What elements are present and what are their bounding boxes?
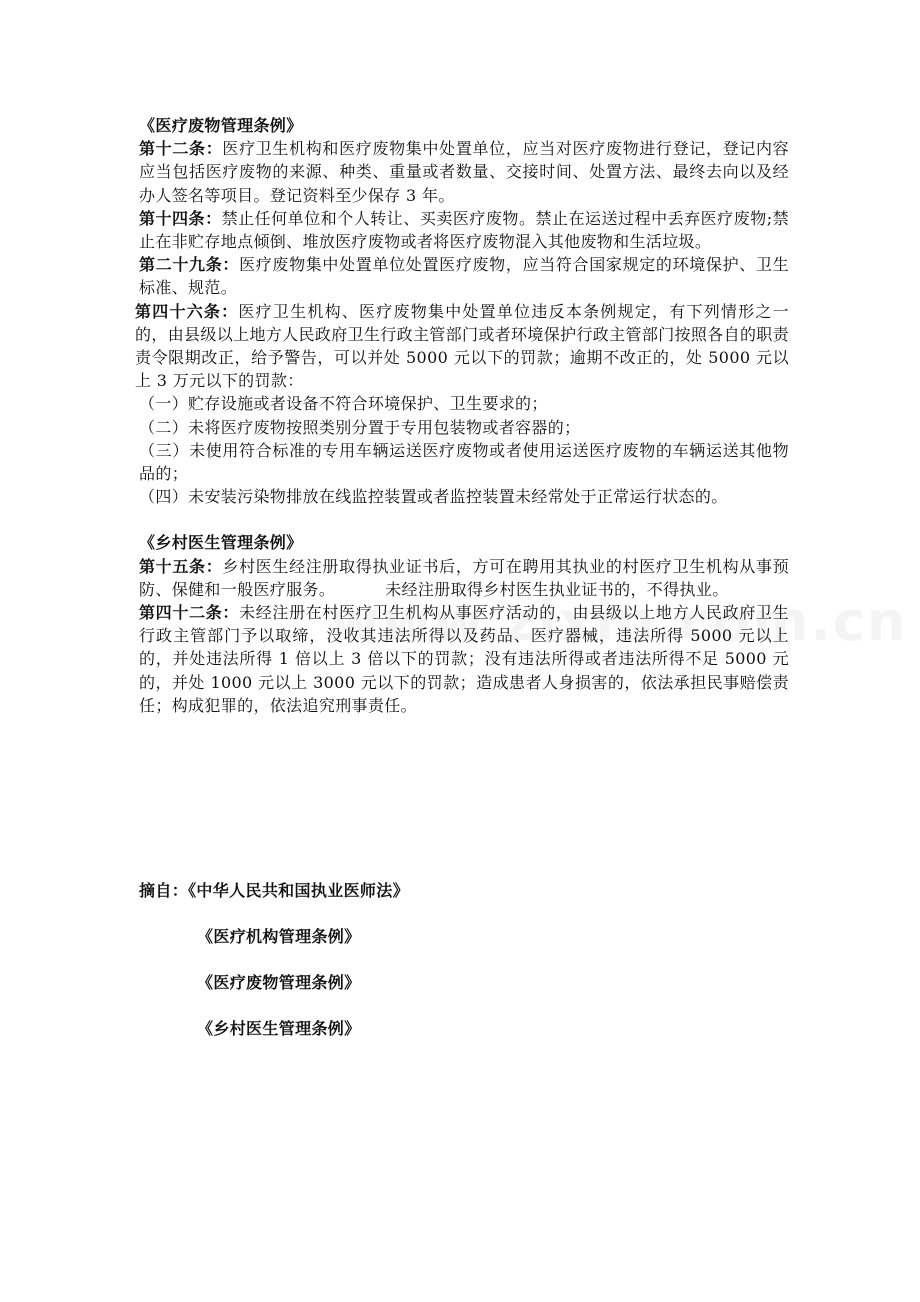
section-spacer: [139, 508, 789, 531]
section-heading-village-doctor: 《乡村医生管理条例》: [139, 533, 303, 553]
article-text: 医疗废物集中处置单位处置医疗废物，应当符合国家规定的环境保护、卫生标准、规范。: [139, 255, 789, 298]
excerpt-prefix: 摘自：: [139, 881, 189, 900]
excerpt-source: 《中华人民共和国执业医师法》: [188, 881, 409, 900]
article-separator: ：: [205, 208, 222, 228]
article-text: 乡村医生经注册取得执业证书后，方可在聘用其执业的村医疗卫生机构从事预防、保健和一般医疗服务。: [139, 556, 789, 599]
article-separator: ：: [221, 301, 239, 321]
article-42: [139, 601, 789, 717]
article-text: 未经注册取得乡村医生执业证书的，不得执业。: [385, 579, 729, 599]
excerpt-source: 《医疗机构管理条例》: [197, 927, 361, 946]
article-label: 第四十六条: [135, 301, 222, 321]
excerpt-line-1: [139, 880, 409, 902]
article-text: 禁止任何单位和个人转让、买卖医疗废物。禁止在运送过程中丢弃医疗废物;禁止在非贮存地点倾倒、堆放医疗废物或者将医疗废物混入其他废物和生活垃圾。: [139, 208, 789, 252]
section-heading-medical-waste: 《医疗废物管理条例》: [139, 116, 303, 135]
article-label: 第十四条: [139, 208, 206, 228]
article-separator: ：: [205, 556, 223, 576]
list-item-4: （四）未安装污染物排放在线监控装置或者监控装置未经常处于正常运行状态的。: [139, 487, 728, 507]
article-text: 医疗卫生机构和医疗废物集中处置单位，应当对医疗废物进行登记，登记内容应当包括医疗废物的来源、种类、重量或者数量、交接时间、处置方法、最终去向以及经办人签名等项目。登记资料至少保存 3 年。: [139, 139, 789, 205]
list-item-1: （一）贮存设施或者设备不符合环境保护、卫生要求的；: [139, 394, 548, 414]
article-15: [139, 555, 789, 601]
article-text: 医疗卫生机构、医疗废物集中处置单位违反本条例规定，有下列情形之一的，由县级以上地方人民政府卫生行政主管部门或者环境保护行政主管部门按照各自的职责责令限期改正，给予警告，可以并处 5000 元以下的罚款；逾期不改正的，处 5000 元以上 3 万元以下的罚款：: [135, 301, 790, 391]
excerpt-source: 《乡村医生管理条例》: [197, 1019, 361, 1038]
article-text: 未经注册在村医疗卫生机构从事医疗活动的，由县级以上地方人民政府卫生行政主管部门予以取缔，没收其违法所得以及药品、医疗器械，违法所得 5000 元以上的，并处违法所得 1 倍以上 3 倍以下的罚款；没有违法所得或者违法所得不足 5000 元的，并处 1000 元以上 3000 元以下的罚款；造成患者人身损害的，依法承担民事赔偿责任；构成犯罪的，依法追究刑事责任。: [139, 603, 789, 715]
article-29: [139, 253, 789, 299]
article-46: [135, 300, 789, 393]
article-label: 第十二条: [139, 139, 206, 159]
article-12: [139, 137, 789, 207]
list-item-3: （三）未使用符合标准的专用车辆运送医疗废物或者使用运送医疗废物的车辆运送其他物品的；: [139, 440, 789, 484]
article-separator: ：: [205, 139, 223, 159]
article-separator: ：: [222, 603, 240, 623]
article-separator: ：: [222, 255, 240, 275]
article-14: [139, 207, 789, 253]
article-label: 第二十九条: [139, 255, 223, 275]
list-item-2: （二）未将医疗废物按照类别分置于专用包装物或者容器的；: [139, 417, 581, 437]
document-body: [135, 114, 790, 717]
excerpt-line-2: [139, 926, 361, 948]
article-label: 第十五条: [139, 556, 206, 576]
excerpt-line-4: [139, 1018, 361, 1040]
excerpt-source: 《医疗废物管理条例》: [197, 973, 361, 992]
article-label: 第四十二条: [139, 603, 223, 623]
excerpt-line-3: [139, 972, 361, 994]
